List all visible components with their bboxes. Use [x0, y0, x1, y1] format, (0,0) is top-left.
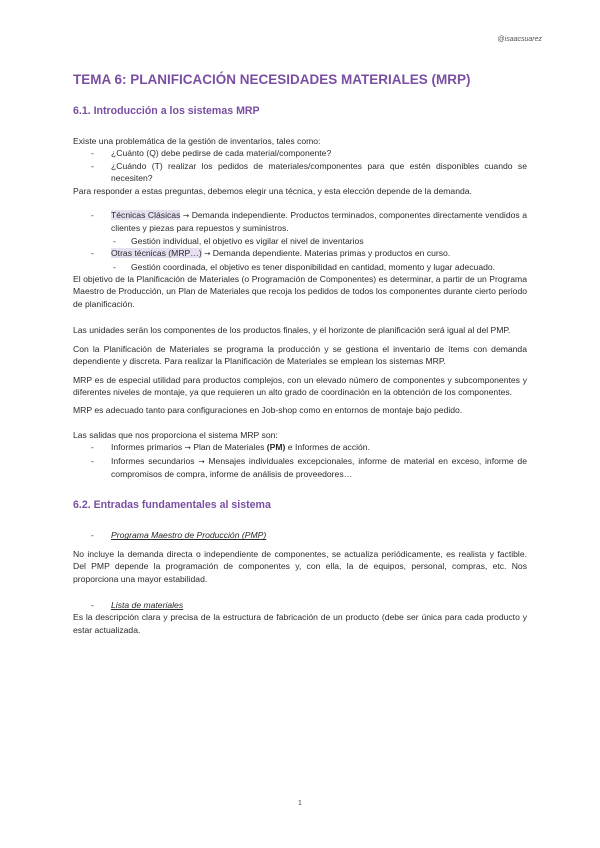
planning-paragraph: Con la Planificación de Materiales se programa la producción y se gestiona el inventario de ítems con demanda dependiente y discreta. Para realizar la Planificación de Materiales se emplean los sistemas MRP.: [73, 343, 527, 367]
arrow-icon: →: [198, 456, 205, 466]
list-item: [73, 441, 527, 454]
output-label: Informes primarios: [111, 442, 185, 453]
bom-paragraph: Es la descripción clara y precisa de la estructura de fabricación de un producto (debe ser única para cada producto y estar actualizada.: [73, 612, 527, 635]
intro-paragraph: Existe una problemática de la gestión de inventarios, tales como:: [73, 136, 321, 146]
sub-list: [73, 235, 527, 247]
sub-list: [73, 261, 527, 273]
techniques-list: [73, 209, 527, 273]
list-item: [73, 247, 527, 273]
list-item: - ¿Cuándo (T) realizar los pedidos de materiales/componentes para que estén disponibles cuando se necesiten?: [73, 160, 527, 185]
outputs-list: [73, 441, 527, 480]
section-heading-intro: 6.1. Introducción a los sistemas MRP: [73, 105, 260, 117]
technique-description: Demanda independiente. Productos terminados, componentes directamente vendidos a clientes y piezas para repuestos y suministros.: [111, 210, 527, 234]
technique-description: Demanda dependiente. Materias primas y productos en curso.: [210, 248, 451, 259]
output-text: Mensajes individuales excepcionales, informe de material en exceso, informe de compromisos de compra, informe de análisis de proveedores…: [111, 455, 527, 479]
utility-paragraph: MRP es de especial utilidad para productos complejos, con un elevado número de componentes y subcomponentes y diferentes niveles de montaje, ya que requieren un alto grado de coordinación en la obtención de los componentes.: [73, 374, 527, 397]
outputs-intro: Las salidas que nos proporciona el sistema MRP son:: [73, 429, 278, 440]
arrow-icon: →: [184, 443, 191, 453]
author-handle: @isaacsuarez: [497, 36, 542, 43]
highlighted-term: Técnicas Clásicas: [111, 210, 181, 221]
list-item: [73, 599, 527, 611]
answer-paragraph: Para responder a estas preguntas, debemos elegir una técnica, y esta elección depende de la demanda.: [73, 185, 472, 196]
input-title: Programa Maestro de Producción (PMP): [111, 530, 267, 541]
output-text: Plan de Materiales: [190, 442, 267, 453]
output-label: Informes secundarios: [111, 455, 199, 466]
list-item: - ¿Cuánto (Q) debe pedirse de cada material/componente?: [73, 147, 527, 159]
document-body: [73, 104, 527, 636]
page-number: 1: [298, 800, 302, 807]
output-text: e Informes de acción.: [285, 442, 370, 453]
list-item: - Gestión individual, el objetivo es vigilar el nivel de inventarios: [73, 235, 527, 247]
section-heading-inputs: 6.2. Entradas fundamentales al sistema: [73, 499, 271, 512]
units-paragraph: Las unidades serán los componentes de los productos finales, y el horizonte de planificación será igual al del PMP.: [73, 325, 511, 336]
pmp-paragraph: No incluye la demanda directa o independiente de componentes, se actualiza periódicamente, es realista y factible. Del PMP depende la programación de componentes y, con ella, la de equipos, personal, compras, etc. Nos proporciona una mayor estabilidad.: [73, 548, 527, 584]
list-item: - Gestión coordinada, el objetivo es tener disponibilidad en cantidad, momento y lugar adecuado.: [73, 261, 527, 273]
arrow-icon: →: [182, 211, 190, 221]
questions-list: [73, 147, 527, 184]
page-title: TEMA 6: PLANIFICACIÓN NECESIDADES MATERIALES (MRP): [73, 72, 471, 87]
list-item: [73, 455, 527, 481]
list-item: [73, 209, 527, 247]
inputs-list-bom: [73, 599, 527, 611]
inputs-list-pmp: [73, 529, 527, 541]
objective-paragraph: El objetivo de la Planificación de Materiales (o Programación de Componentes) es determinar, a partir de un Programa Maestro de Producción, un Plan de Materiales que recoja los pedidos de todos los componentes durante cierto periodo de planificación.: [73, 274, 527, 309]
highlighted-term: Otras técnicas (MRP…): [111, 248, 202, 259]
arrow-icon: →: [204, 249, 211, 259]
list-item: [73, 529, 527, 541]
output-bold: (PM): [266, 442, 286, 453]
adequate-paragraph: MRP es adecuado tanto para configuraciones en Job-shop como en entornos de montaje bajo pedido.: [73, 405, 463, 416]
input-title: Lista de materiales: [111, 599, 184, 610]
